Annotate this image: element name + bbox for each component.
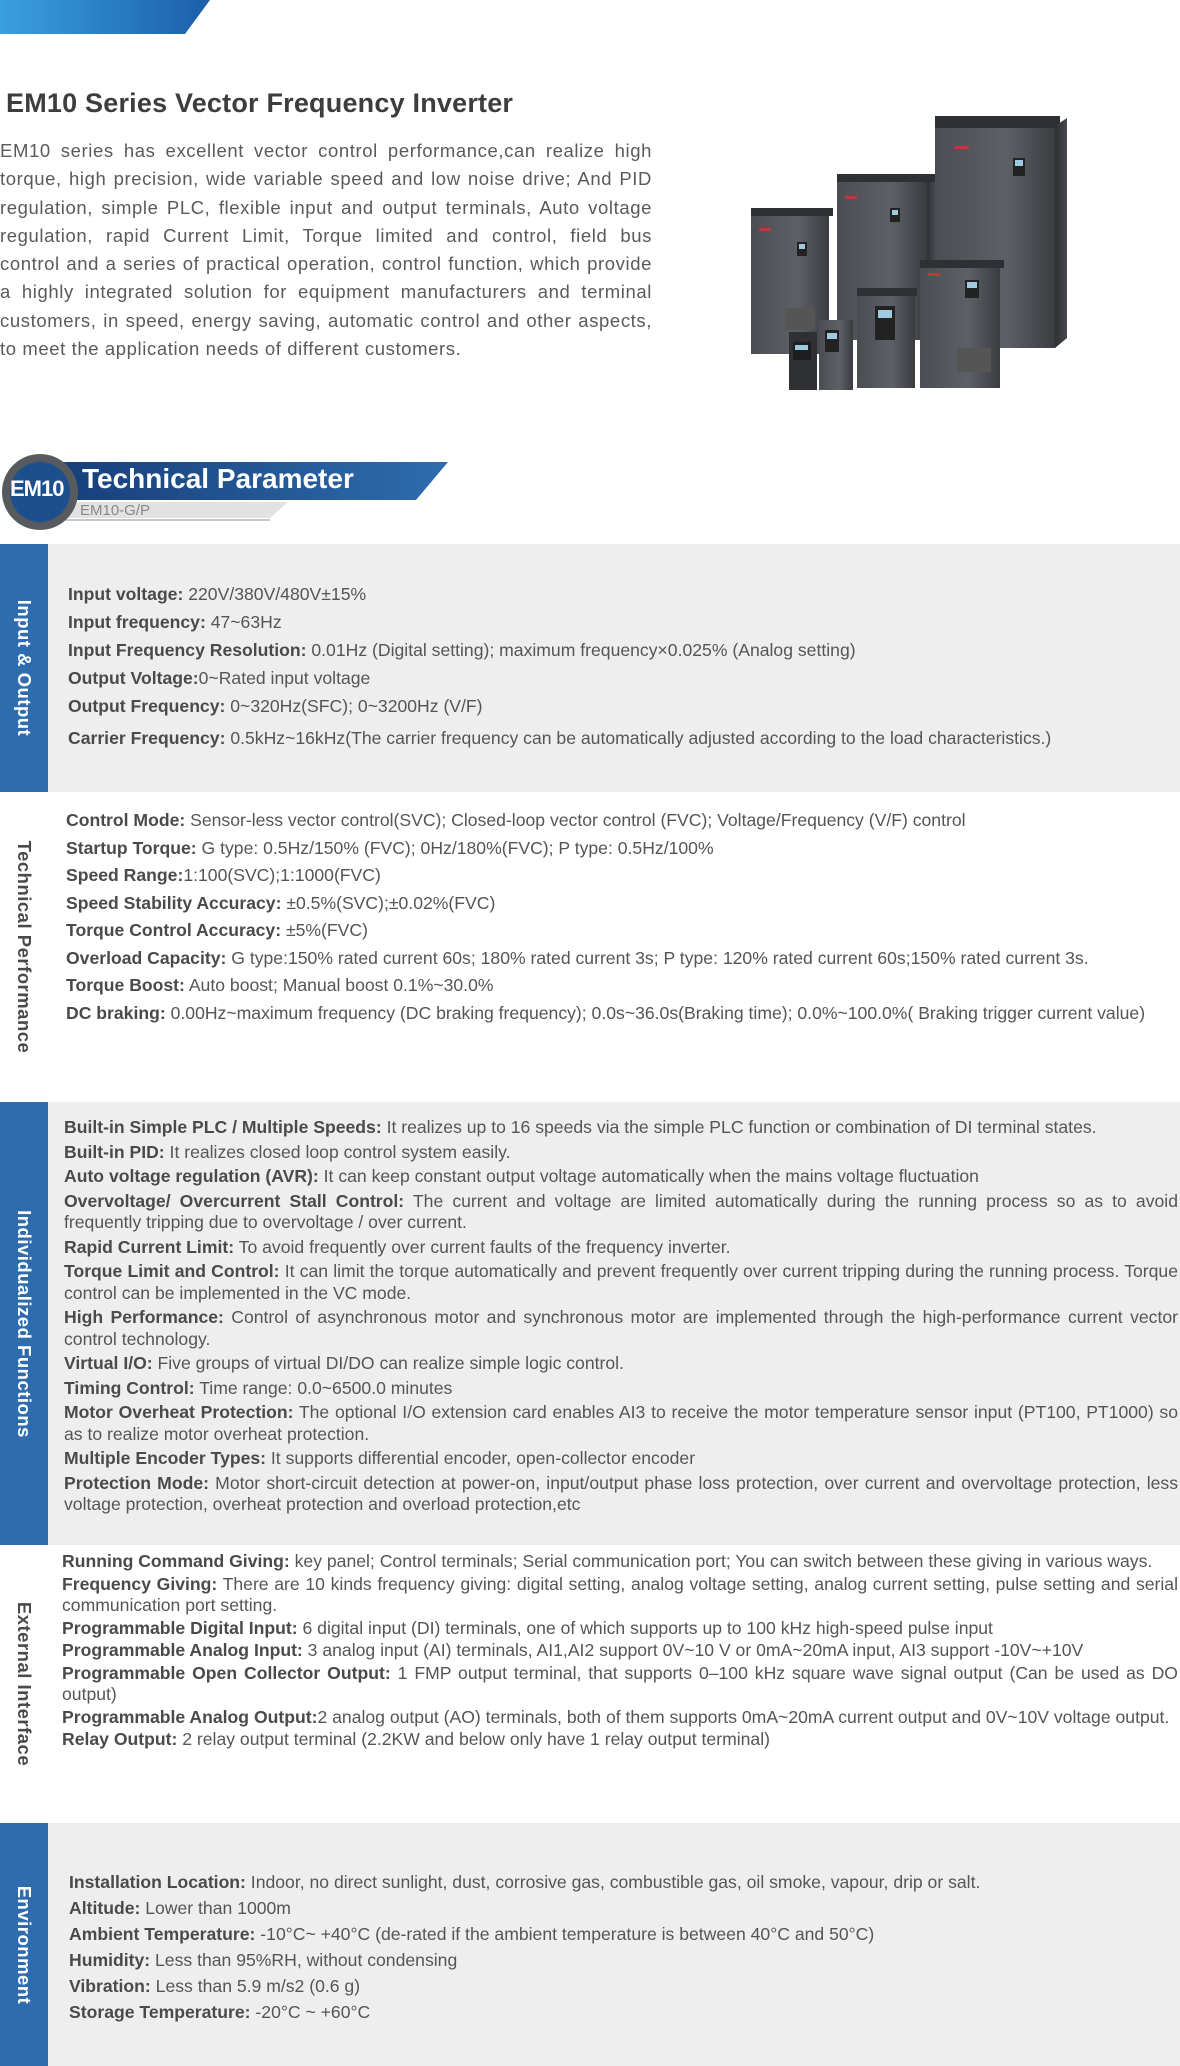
section-body (48, 1823, 1180, 2066)
section-body (48, 1102, 1180, 1545)
list-item: Frequency Giving: There are 10 kinds frequency giving: digital setting, analog voltage setting, analog current setting, pulse setting and serial communication port setting. (62, 1573, 1178, 1615)
list-item: Overvoltage/ Overcurrent Stall Control: The current and voltage are limited automatically during the running process so as to avoid frequently tripping due to overvoltage / over current. (64, 1190, 1178, 1232)
list-item: Storage Temperature: -20°C ~ +60°C (69, 2002, 371, 2022)
list-item: Output Frequency: 0~320Hz(SFC); 0~3200Hz (V/F) (68, 696, 483, 716)
intro-paragraph: EM10 series has excellent vector control performance,can realize high torque, high precision, wide variable speed and low noise drive; And PID regulation, simple PLC, flexible input and output terminals, Auto voltage regulation, rapid Current Limit, Torque limited and control, field bus control and a series of practical operation, control function, which provide a highly integrated solution for equipment manufacturers and terminal customers, in speed, energy saving, automatic control and other aspects, to meet the application needs of different customers. (0, 140, 652, 360)
section-label: Environment (0, 1823, 48, 2066)
item-list (66, 810, 1178, 1024)
section-input-output (0, 544, 1180, 792)
section-external-interface (0, 1545, 1180, 1823)
page-title: EM10 Series Vector Frequency Inverter (6, 88, 514, 118)
list-item: Torque Control Accuracy: ±5%(FVC) (66, 920, 368, 940)
list-item: Torque Boost: Auto boost; Manual boost 0.1%~30.0% (66, 975, 494, 995)
list-item: Running Command Giving: key panel; Control terminals; Serial communication port; You can switch between these giving in various ways. (62, 1551, 1153, 1571)
section-body (48, 544, 1180, 792)
list-item: Protection Mode: Motor short-circuit detection at power-on, input/output phase loss protection, over current and overvoltage protection, less voltage protection, overheat protection and overload protection,etc (64, 1472, 1178, 1514)
list-item: Installation Location: Indoor, no direct sunlight, dust, corrosive gas, combustible gas, oil smoke, vapour, drip or salt. (69, 1872, 981, 1892)
list-item: Startup Torque: G type: 0.5Hz/150% (FVC); 0Hz/180%(FVC); P type: 0.5Hz/100% (66, 837, 714, 858)
list-item: Programmable Open Collector Output: 1 FMP output terminal, that supports 0–100 kHz square wave signal output (Can be used as DO output) (62, 1662, 1178, 1704)
list-item: Built-in Simple PLC / Multiple Speeds: It realizes up to 16 speeds via the simple PLC function or combination of DI terminal states. (64, 1117, 1097, 1137)
list-item: DC braking: 0.00Hz~maximum frequency (DC braking frequency); 0.0s~36.0s(Braking time); 0.0%~100.0%( Braking trigger current value) (66, 1002, 1146, 1023)
list-item: Multiple Encoder Types: It supports differential encoder, open-collector encoder (64, 1448, 696, 1468)
list-item: Auto voltage regulation (AVR): It can keep constant output voltage automatically when the mains voltage fluctuation (64, 1166, 979, 1186)
list-item: Timing Control: Time range: 0.0~6500.0 minutes (64, 1377, 453, 1398)
item-list (62, 1551, 1178, 1751)
list-item: Speed Range:1:100(SVC);1:1000(FVC) (66, 865, 381, 885)
list-item: Overload Capacity: G type:150% rated current 60s; 180% rated current 3s; P type: 120% rated current 60s;150% rated current 3s. (66, 947, 1089, 968)
list-item: Output Voltage:0~Rated input voltage (68, 668, 371, 688)
section-individualized-functions (0, 1102, 1180, 1545)
list-item: Input Frequency Resolution: 0.01Hz (Digital setting); maximum frequency×0.025% (Analog setting) (68, 640, 856, 660)
model-subtitle: EM10-G/P (80, 502, 151, 519)
section-label: Input & Output (0, 544, 48, 792)
item-list (68, 580, 1178, 752)
list-item: Speed Stability Accuracy: ±0.5%(SVC);±0.02%(FVC) (66, 892, 496, 913)
list-item: Programmable Digital Input: 6 digital input (DI) terminals, one of which supports up to 100 kHz high-speed pulse input (62, 1617, 993, 1638)
list-item: Ambient Temperature: -10°C~ +40°C (de-rated if the ambient temperature is between 40°C and 50°C) (69, 1924, 875, 1944)
list-item: Motor Overheat Protection: The optional I/O extension card enables AI3 to receive the motor temperature sensor input (PT100, PT1000) so as to realize motor overheat protection. (64, 1402, 1178, 1444)
list-item: Humidity: Less than 95%RH, without condensing (69, 1950, 458, 1970)
list-item: Input voltage: 220V/380V/480V±15% (68, 584, 367, 604)
section-heading: Technical Parameter (82, 463, 354, 494)
section-environment (0, 1823, 1180, 2066)
em10-badge: EM10 (10, 476, 64, 501)
list-item: Built-in PID: It realizes closed loop control system easily. (64, 1141, 511, 1162)
section-technical-performance (0, 792, 1180, 1102)
list-item: Torque Limit and Control: It can limit the torque automatically and prevent frequently over current tripping during the running process. Torque control can be implemented in the VC mode. (64, 1261, 1178, 1303)
section-label: Individualized Functions (0, 1102, 48, 1545)
list-item: Programmable Analog Input: 3 analog input (AI) terminals, AI1,AI2 support 0V~10 V or 0mA~20mA input, AI3 support -10V~+10V (62, 1640, 1084, 1660)
list-item: Carrier Frequency: 0.5kHz~16kHz(The carrier frequency can be automatically adjusted according to the load characteristics.) (68, 728, 1052, 748)
top-ribbon (0, 0, 210, 34)
list-item: Programmable Analog Output:2 analog output (AO) terminals, both of them supports 0mA~20mA current output and 0V~10V voltage output. (62, 1706, 1170, 1727)
list-item: Control Mode: Sensor-less vector control(SVC); Closed-loop vector control (FVC); Voltage/Frequency (V/F) control (66, 810, 966, 830)
product-image (745, 108, 1100, 393)
list-item: Input frequency: 47~63Hz (68, 612, 282, 632)
list-item: Altitude: Lower than 1000m (69, 1898, 291, 1918)
section-body (48, 792, 1180, 1102)
list-item: High Performance: Control of asynchronous motor and synchronous motor are implemented through the high-performance current vector control technology. (64, 1307, 1178, 1349)
section-body (48, 1545, 1180, 1823)
section-label: Technical Performance (0, 792, 48, 1102)
list-item: Relay Output: 2 relay output terminal (2.2KW and below only have 1 relay output terminal) (62, 1729, 770, 1749)
list-item: Rapid Current Limit: To avoid frequently over current faults of the frequency inverter. (64, 1236, 731, 1257)
list-item: Vibration: Less than 5.9 m/s2 (0.6 g) (69, 1976, 361, 1996)
section-label: External Interface (0, 1545, 48, 1823)
item-list (69, 1869, 1178, 2025)
item-list (64, 1117, 1178, 1516)
list-item: Virtual I/O: Five groups of virtual DI/DO can realize simple logic control. (64, 1353, 624, 1373)
